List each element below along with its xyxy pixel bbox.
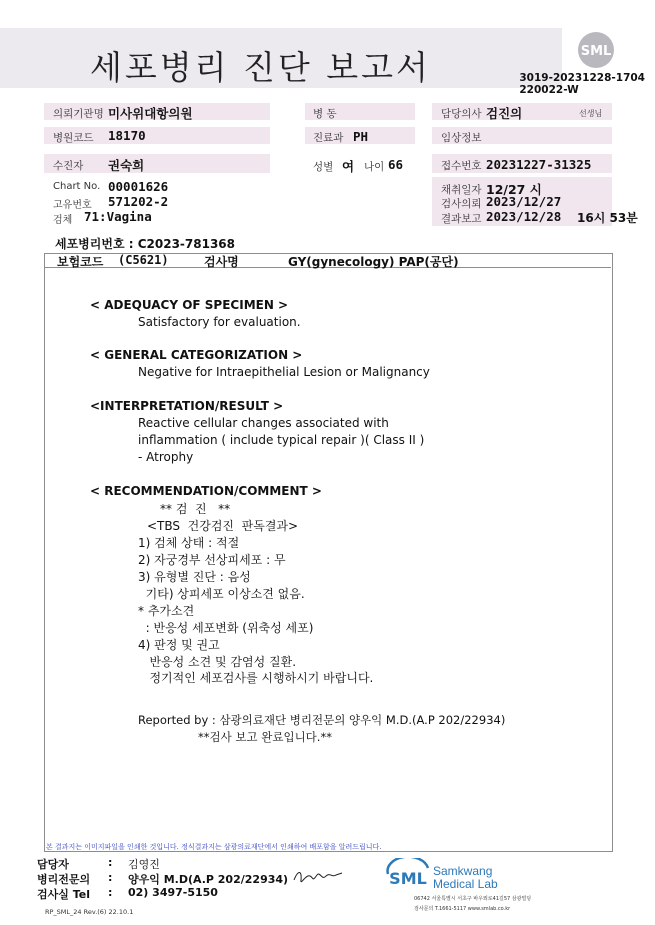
- lab-tel-label: 검사실 Tel: [37, 888, 90, 901]
- interp-heading: <INTERPRETATION/RESULT >: [90, 399, 284, 413]
- result-label: 결과보고: [441, 213, 482, 225]
- collect-label: 채취일자: [441, 184, 482, 196]
- age-value: 66: [388, 157, 404, 172]
- result-time: 16시 53분: [577, 211, 638, 225]
- specimen-label: 검체: [53, 215, 73, 226]
- lab-name: [433, 865, 498, 891]
- rec-line: * 추가소견: [138, 604, 195, 618]
- rec-line: 2) 자궁경부 선상피세포 : 무: [138, 553, 286, 567]
- reported-by: Reported by : 삼광의료재단 병리전문의 양우익 M.D.(A.P 202/22934): [138, 713, 506, 727]
- ward-label: 병 동: [313, 108, 337, 120]
- insurance-value: (C5621): [118, 253, 169, 267]
- exam-value: GY(gynecology) PAP(공단): [288, 255, 459, 269]
- svg-text:SML: SML: [580, 44, 612, 59]
- rec-line: : 반응성 세포변화 (위축성 세포): [138, 621, 314, 635]
- svg-text:SML: SML: [389, 869, 427, 888]
- hospital-value: 미사위대항의원: [108, 106, 193, 121]
- general-heading: < GENERAL CATEGORIZATION >: [90, 348, 303, 362]
- adequacy-heading: < ADEQUACY OF SPECIMEN >: [90, 298, 289, 312]
- report-title: 세포병리 진단 보고서: [90, 48, 431, 87]
- chart-label: Chart No.: [53, 181, 101, 192]
- rec-line: <TBS 건강검진 판독결과>: [147, 519, 299, 533]
- colon: :: [108, 886, 113, 899]
- sml-logo: [576, 30, 616, 70]
- print-notice: 본 결과지는 이미지파일을 인쇄한 것입니다. 정식결과지는 삼광의료재단에서 인쇄하여 배포함을 알려드립니다.: [46, 843, 382, 851]
- report-id-line2: 220022-W: [519, 84, 579, 96]
- insurance-label: 보험코드: [57, 255, 104, 269]
- pathologist-value: 양우익 M.D(A.P 202/22934): [128, 873, 289, 886]
- colon: :: [108, 856, 113, 869]
- hospital-label: 의뢰기관명: [53, 108, 104, 120]
- manager-label: 담당자: [37, 858, 69, 871]
- doctor-label: 담당의사: [441, 108, 482, 120]
- patient-value: 권숙희: [108, 158, 145, 173]
- cyto-number: [55, 235, 235, 252]
- cyto-number-value: C2023-781368: [137, 237, 236, 251]
- lab-tel-value: 02) 3497-5150: [128, 886, 218, 899]
- result-value: 2023/12/28: [486, 209, 562, 224]
- cyto-number-label: 세포병리번호 :: [55, 237, 138, 251]
- specimen-value: 71:Vagina: [84, 209, 152, 224]
- clinical-label: 임상정보: [441, 132, 482, 144]
- interp-line2: inflammation ( include typical repair )( Class II ): [138, 433, 425, 447]
- department-value: PH: [353, 129, 369, 144]
- rec-line: 정기적인 세포검사를 시행하시기 바랍니다.: [138, 671, 374, 685]
- chart-value: 00001626: [108, 179, 169, 194]
- hospital-code-value: 18170: [108, 128, 146, 143]
- interp-line3: - Atrophy: [138, 450, 194, 464]
- rec-line: 1) 검체 상태 : 적절: [138, 536, 240, 550]
- request-label: 검사의뢰: [441, 198, 482, 210]
- rec-line: 3) 유형별 진단 : 음성: [138, 570, 251, 584]
- result-box: [44, 253, 613, 852]
- lab-name-line2: Medical Lab: [433, 877, 498, 891]
- interp-line1: Reactive cellular changes associated with: [138, 416, 389, 430]
- collect-value: 12/27 시: [486, 182, 542, 197]
- samkwang-logo-icon: [384, 858, 432, 890]
- sex-value: 여: [342, 159, 355, 174]
- receipt-value: 20231227-31325: [486, 157, 592, 172]
- report-complete: **검사 보고 완료입니다.**: [198, 730, 332, 744]
- lab-address: 06742 서울특별시 서초구 바우뫼로41길57 삼광빌딩: [414, 896, 532, 902]
- manager-value: 김영진: [128, 858, 160, 871]
- report-id: [519, 72, 645, 96]
- rec-line: 4) 판정 및 권고: [138, 638, 220, 652]
- doctor-suffix: 선생님: [579, 109, 603, 118]
- lab-contact: 검사문의 T.1661-5117 www.smlab.co.kr: [414, 906, 511, 912]
- age-label: 나이: [364, 161, 385, 173]
- recommend-heading: < RECOMMENDATION/COMMENT >: [90, 484, 322, 498]
- lab-name-line1: Samkwang: [433, 864, 493, 878]
- exam-label: 검사명: [204, 255, 239, 269]
- adequacy-text: Satisfactory for evaluation.: [138, 315, 301, 329]
- request-value: 2023/12/27: [486, 194, 562, 209]
- form-code: RP_SML_24 Rev.(6) 22.10.1: [45, 908, 134, 916]
- receipt-label: 접수번호: [441, 160, 482, 172]
- sex-label: 성별: [313, 161, 334, 173]
- report-id-line1: 3019-20231228-1704: [519, 72, 645, 84]
- rec-line: 반응성 소견 및 감염성 질환.: [138, 655, 297, 669]
- colon: :: [108, 871, 113, 884]
- signature: [292, 866, 344, 888]
- unique-value: 571202-2: [108, 194, 169, 209]
- rec-line: 기타) 상피세포 이상소견 없음.: [138, 587, 305, 601]
- unique-label: 고유번호: [53, 200, 92, 211]
- hospital-code-label: 병원코드: [53, 132, 94, 144]
- pathologist-label: 병리전문의: [37, 873, 91, 886]
- patient-label: 수진자: [53, 160, 84, 172]
- general-text: Negative for Intraepithelial Lesion or Malignancy: [138, 365, 430, 379]
- rec-line: ** 검 진 **: [160, 502, 231, 516]
- doctor-value: 검진의: [486, 106, 523, 121]
- department-label: 진료과: [313, 132, 344, 144]
